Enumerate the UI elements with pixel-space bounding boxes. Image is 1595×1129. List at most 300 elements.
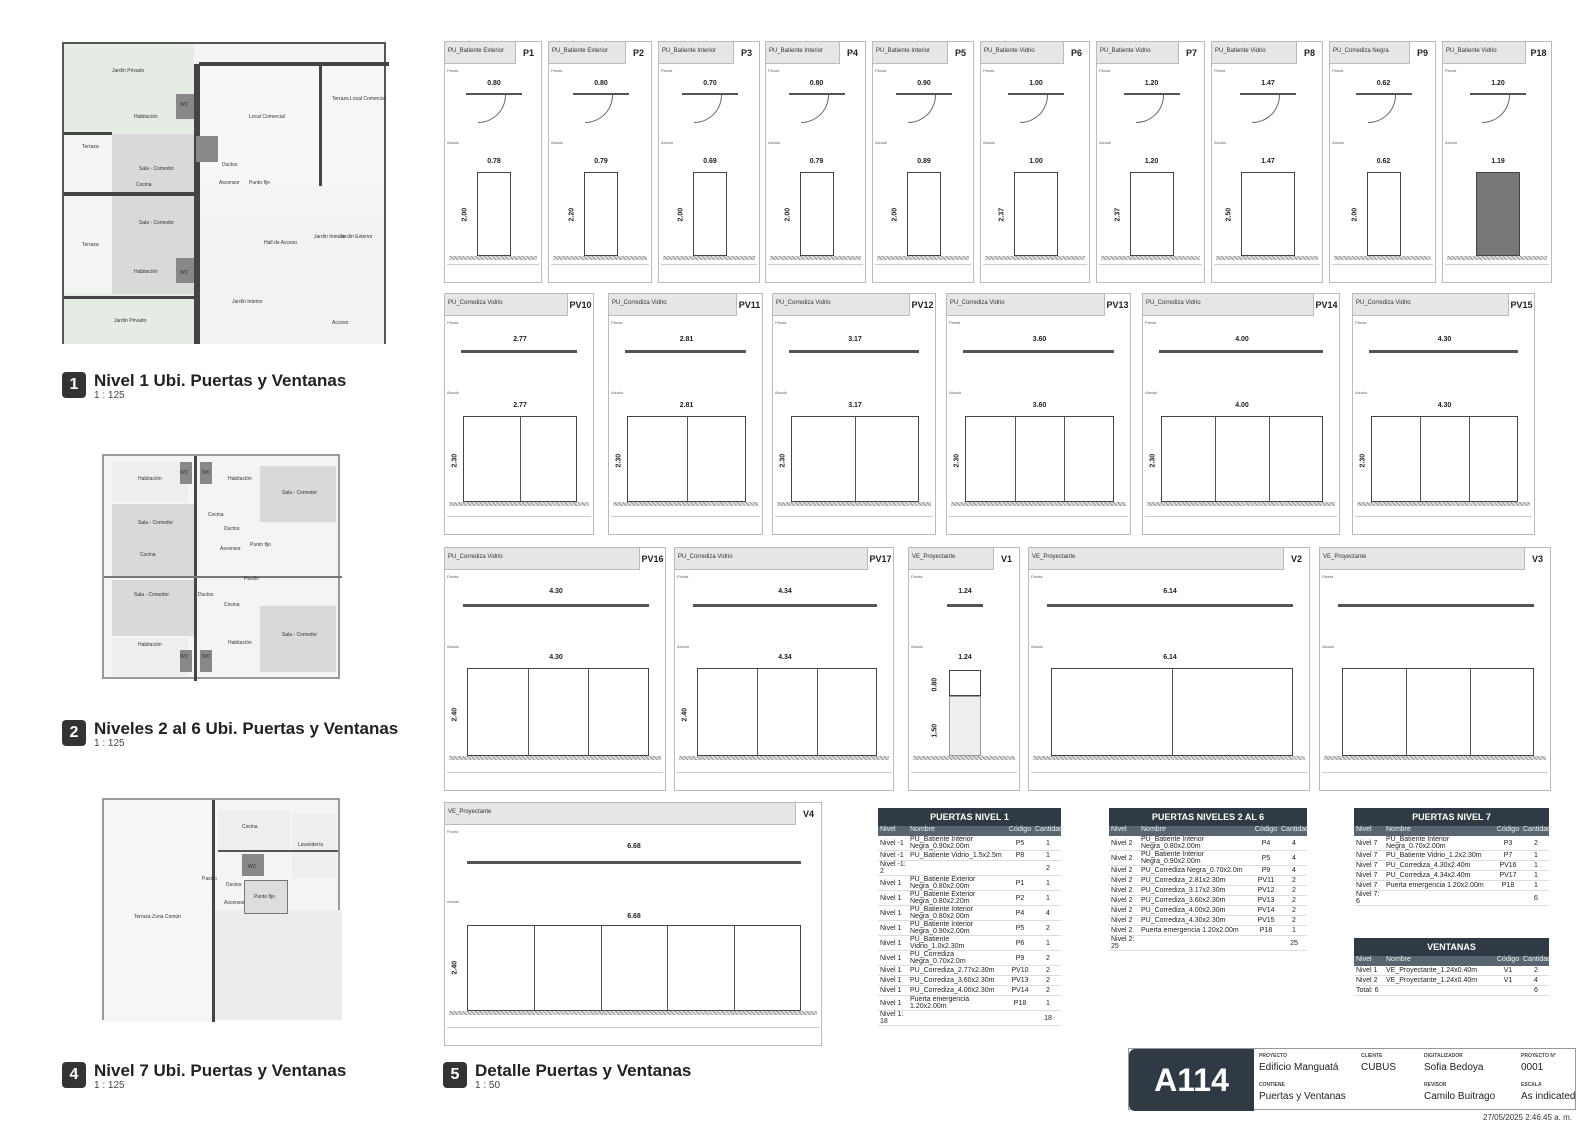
floor-hatch — [449, 756, 661, 760]
view-title-4 — [62, 1062, 346, 1091]
section-label: Alzado — [775, 390, 788, 395]
elevation-width: 2.81 — [679, 402, 694, 409]
column-header: Cantidad — [1035, 826, 1064, 833]
table-row — [878, 936, 1061, 951]
spec-notes — [1031, 772, 1307, 788]
table-row — [1109, 896, 1307, 906]
section-label: Planta — [1355, 320, 1367, 325]
section-label: Planta — [1332, 68, 1344, 73]
table-cell: PV12 — [1257, 887, 1275, 894]
table-row — [1354, 836, 1549, 851]
table-cell: Nivel 2 — [1111, 887, 1133, 894]
item-code: V4 — [795, 803, 821, 825]
schedule-title: VENTANAS — [1354, 938, 1549, 956]
elevation-width: 4.00 — [1235, 402, 1249, 409]
door-elevation — [1476, 172, 1520, 256]
table-row — [878, 861, 1061, 876]
spec-notes — [983, 264, 1087, 280]
pane-divider — [528, 669, 529, 755]
table-cell: 2 — [1534, 967, 1538, 974]
plan-label: WC — [180, 470, 189, 476]
door-card-p6 — [980, 41, 1090, 283]
pane-divider — [734, 926, 735, 1010]
plan-line — [463, 604, 649, 607]
slider-card-pv10 — [444, 293, 594, 535]
section-label: Planta — [1445, 68, 1457, 73]
section-label: Alzado — [661, 140, 674, 145]
item-code: PV17 — [867, 548, 893, 570]
table-cell: PU_Corrediza_2.81x2.30m — [1141, 877, 1226, 884]
table-cell: PU_Batiente Interior Negra_0.80x2.00m — [1141, 836, 1205, 850]
elevation-width: 4.30 — [1437, 402, 1452, 409]
table-cell: 2 — [1292, 877, 1296, 884]
section-label: Alzado — [447, 899, 460, 904]
elevation-width: 1.00 — [1029, 158, 1043, 165]
section-label: Planta — [1031, 574, 1043, 579]
floor-hatch — [449, 256, 537, 260]
pane-divider — [534, 926, 535, 1010]
floor-hatch — [1033, 756, 1305, 760]
slider-card-pv13 — [946, 293, 1131, 535]
plan-label: Ductos — [226, 882, 242, 888]
item-name: VE_Proyectante — [912, 554, 956, 560]
elevation-height: 2.50 — [1225, 207, 1233, 222]
plan-label: Cocina — [242, 824, 258, 830]
elevation-height: 2.30 — [451, 453, 459, 468]
spec-notes — [447, 516, 591, 532]
table-cell: Nivel 1 — [880, 909, 902, 917]
table-cell: P4 — [1261, 839, 1271, 847]
plan-label: Terraza Local Comercial — [332, 96, 386, 102]
table-cell: PU_Batiente Interior Negra_0.90x2.00m — [910, 921, 974, 935]
table-cell: PV14 — [1011, 987, 1029, 994]
table-cell: 1 — [1046, 999, 1050, 1007]
table-cell: 1 — [1046, 839, 1050, 847]
plan-label: Jardín Interior — [314, 234, 345, 240]
plan-line — [1159, 350, 1323, 353]
table-cell: PU_Batiente Interior Negra_0.70x2.00m — [1386, 836, 1450, 850]
table-cell: P2 — [1015, 894, 1025, 902]
table-cell: 6 — [1534, 987, 1538, 994]
elevation-width: 3.60 — [1032, 402, 1047, 409]
section-label: Alzado — [447, 140, 460, 145]
column-header: Nombre — [910, 826, 935, 833]
table-cell: Nivel 1 — [880, 977, 902, 984]
plan-label: Hall de Acceso — [264, 240, 298, 246]
table-cell: PV11 — [1257, 877, 1275, 884]
window-elevation — [467, 925, 801, 1011]
spec-notes — [1214, 264, 1320, 280]
item-code: PV10 — [567, 294, 593, 316]
floor-hatch — [679, 756, 889, 760]
plan-label: Cocina — [224, 602, 240, 608]
item-card-v4 — [444, 802, 822, 1046]
plan-label: Sala - Comedor — [134, 592, 170, 598]
table-row — [878, 836, 1061, 851]
table-cell: Nivel 2 — [1111, 854, 1133, 862]
view-title: Nivel 1 Ubi. Puertas y Ventanas — [94, 371, 347, 390]
view-title-1 — [62, 372, 346, 401]
plan-label: WC — [202, 470, 211, 476]
spec-notes — [1355, 516, 1532, 532]
spec-notes — [447, 1027, 819, 1043]
plan-label: Habitación — [138, 476, 162, 482]
field-caption: ESCALA — [1521, 1082, 1542, 1088]
elevation-height: 2.37 — [1114, 207, 1121, 222]
section-label: Planta — [983, 68, 995, 73]
table-cell: Nivel 1 — [880, 999, 902, 1007]
table-row — [878, 851, 1061, 861]
plan-width: 4.34 — [778, 588, 792, 595]
section-label: Planta — [1214, 68, 1226, 73]
item-code: V2 — [1283, 548, 1309, 570]
door-card-p3 — [658, 41, 760, 283]
plan-label: Sala - Comedor — [138, 520, 174, 526]
view-scale: 1 : 125 — [94, 1080, 125, 1091]
table-cell: Nivel 2 — [1111, 907, 1133, 914]
print-date: 27/05/2025 2:46:45 a. m. — [1483, 1113, 1572, 1122]
plan-label: Cocina — [140, 552, 156, 558]
plan-label: Terraza — [82, 144, 99, 150]
section-label: Alzado — [447, 390, 460, 395]
spec-notes — [1322, 772, 1548, 788]
plan-width: 0.80 — [594, 80, 608, 87]
floor-hatch — [1147, 502, 1335, 506]
elevation-width: 0.69 — [703, 158, 717, 165]
slider-card-pv11 — [608, 293, 763, 535]
field-caption: DIGITALIZADOR — [1424, 1053, 1463, 1059]
table-cell: PU_Batiente Exterior Negra_0.80x2.20m — [910, 891, 976, 905]
table-cell: PV14 — [1257, 907, 1275, 914]
plan-label: Ductos — [222, 162, 238, 168]
item-code: P5 — [947, 42, 973, 64]
section-label: Alzado — [1214, 140, 1227, 145]
door-swing-arc — [585, 95, 613, 123]
section-label: Planta — [949, 320, 961, 325]
item-name: PU_Batiente Vidrio — [1215, 48, 1266, 54]
section-label: Planta — [1145, 320, 1157, 325]
plan-label: Sala - Comedor — [139, 166, 175, 172]
table-cell: 2 — [1046, 987, 1050, 994]
plan-width: 6.14 — [1163, 588, 1177, 595]
plan-line — [625, 350, 746, 353]
client-name: CUBUS — [1361, 1062, 1397, 1073]
elevation-height: 2.30 — [779, 453, 787, 468]
item-code: PV16 — [639, 548, 665, 570]
table-row — [1354, 881, 1549, 891]
plan-label: Habitación — [228, 640, 252, 646]
item-name: PU_Corrediza Vidrio — [448, 554, 503, 560]
item-code: P4 — [839, 42, 865, 64]
column-header: Cantidad — [1523, 826, 1552, 833]
table-cell: Nivel -1: 2 — [880, 861, 906, 875]
elevation-height: 2.00 — [461, 207, 469, 222]
table-cell: 6 — [1534, 894, 1538, 902]
plan-line — [1047, 604, 1293, 607]
item-name: PU_Batiente Interior — [662, 48, 717, 54]
table-cell: PU_Corrediza_4.30x2.30m — [1141, 917, 1226, 924]
elevation-width: 0.79 — [809, 158, 824, 165]
reviewer-name: Camilo Buitrago — [1424, 1091, 1496, 1102]
floor-hatch — [985, 256, 1085, 260]
table-row — [878, 966, 1061, 976]
pane-divider — [1469, 417, 1470, 501]
table-cell: Puerta emergencia 1.20x2.00m — [1141, 927, 1239, 934]
item-card-v1 — [908, 547, 1020, 791]
plan-label: Habitación — [138, 642, 162, 648]
table-row — [878, 876, 1061, 891]
section-label: Alzado — [551, 140, 564, 145]
plan-width: 0.62 — [1376, 80, 1391, 87]
item-name: PU_Corrediza Vidrio — [448, 300, 503, 306]
table-cell: PU_Corrediza_3.60x2.30m — [1141, 897, 1226, 904]
item-name: PU_Corrediza Vidrio — [1356, 300, 1411, 306]
plan-width: 6.68 — [627, 843, 641, 850]
schedule-ventanas — [1354, 938, 1552, 996]
table-cell: 1 — [1534, 882, 1538, 889]
field-caption: CLIENTE — [1361, 1053, 1383, 1059]
table-cell: 25 — [1290, 939, 1298, 947]
pane-divider — [757, 669, 758, 755]
table-cell: 1 — [1046, 879, 1050, 887]
item-name: PU_Batiente Vidrio — [1100, 48, 1151, 54]
table-cell: PU_Batiente Interior Negra_0.90x2.00m — [910, 836, 974, 850]
slider-elevation — [463, 416, 577, 502]
spec-notes — [949, 516, 1128, 532]
table-cell: PU_Corrediza Negra_0.70x2.0m — [1141, 867, 1243, 874]
elevation-width: 4.30 — [549, 654, 563, 661]
floor-hatch — [877, 256, 969, 260]
pane-divider — [520, 417, 521, 501]
plan-line — [467, 861, 801, 864]
schedule-title: PUERTAS NIVELES 2 AL 6 — [1109, 808, 1307, 826]
section-label: Planta — [768, 68, 780, 73]
plan-label: WC — [180, 270, 189, 276]
floor-hatch — [613, 502, 758, 506]
table-cell: Nivel 1 — [1356, 967, 1378, 974]
floor-hatch — [663, 256, 755, 260]
table-row — [878, 891, 1061, 906]
elevation-width: 1.47 — [1261, 158, 1275, 165]
spec-notes — [447, 264, 539, 280]
table-cell: P5 — [1015, 924, 1025, 932]
table-row — [1109, 836, 1307, 851]
table-cell: 2 — [1046, 967, 1050, 974]
slider-elevation — [697, 668, 877, 756]
door-swing-arc — [1020, 95, 1048, 123]
plan-label: Punto fijo — [250, 542, 271, 548]
table-cell: PV15 — [1257, 917, 1275, 924]
table-cell: Nivel 2 — [1111, 897, 1133, 904]
item-code: P8 — [1296, 42, 1322, 64]
door-elevation — [693, 172, 727, 256]
section-label: Alzado — [677, 644, 690, 649]
table-row — [1109, 916, 1307, 926]
schedule-title: PUERTAS NIVEL 7 — [1354, 808, 1549, 826]
table-cell: Nivel 1 — [880, 954, 902, 962]
table-cell: PU_Batiente Exterior Negra_0.80x2.00m — [910, 876, 976, 890]
item-name: PU_Batiente Interior — [876, 48, 931, 54]
table-cell: PU_Corrediza_4.00x2.30m — [1141, 907, 1226, 914]
door-card-p18 — [1442, 41, 1552, 283]
plan-width: 1.00 — [1029, 80, 1043, 87]
table-cell: Nivel 2 — [1356, 977, 1378, 984]
item-code: PV15 — [1508, 294, 1534, 316]
item-name: VE_Proyectante — [1032, 554, 1076, 560]
floor-hatch — [1334, 256, 1431, 260]
table-row — [1109, 866, 1307, 876]
table-cell: PU_Batiente Interior Negra_0.90x2.00m — [1141, 851, 1205, 865]
schedule-header — [1109, 826, 1310, 836]
schedule-puertas-nivel-1 — [878, 808, 1064, 1026]
table-cell: Nivel 2 — [1111, 927, 1133, 934]
column-header: Nombre — [1141, 826, 1166, 833]
plan-label: WC — [180, 102, 189, 108]
table-cell: 2 — [1046, 924, 1050, 932]
plan-width: 0.80 — [809, 80, 824, 87]
table-cell: VE_Proyectante_1.24x0.40m — [1386, 967, 1478, 974]
item-name: PU_Batiente Exterior — [552, 48, 609, 54]
door-card-p5 — [872, 41, 974, 283]
section-label: Alzado — [1099, 140, 1112, 145]
plan-label: Acceso — [332, 320, 349, 326]
table-cell: PV13 — [1011, 977, 1029, 984]
item-name: PU_Batiente Exterior — [448, 48, 505, 54]
spec-notes — [775, 516, 933, 532]
plan-label: Pasillo — [244, 576, 259, 582]
plan-width: 2.77 — [513, 336, 527, 343]
slider-card-pv12 — [772, 293, 936, 535]
table-cell: Nivel 7 — [1356, 839, 1378, 847]
door-elevation — [584, 172, 618, 256]
plan-label: Sala - Comedor — [282, 632, 318, 638]
section-label: Planta — [447, 829, 459, 834]
item-code: P7 — [1178, 42, 1204, 64]
item-code: P9 — [1409, 42, 1435, 64]
item-name: PU_Corrediza Vidrio — [776, 300, 831, 306]
window-elevation — [949, 670, 981, 696]
plan-width: 1.20 — [1491, 80, 1505, 87]
elevation-height: 2.40 — [451, 960, 459, 975]
table-cell: P18 — [1501, 882, 1515, 889]
table-cell: P18 — [1259, 927, 1273, 934]
schedule-puertas-niveles-2-6 — [1109, 808, 1310, 951]
table-cell: P9 — [1015, 954, 1025, 962]
door-swing-arc — [1136, 95, 1164, 123]
elevation-height: 2.40 — [681, 707, 689, 722]
section-label: Planta — [447, 574, 459, 579]
column-header: Código — [1008, 826, 1032, 833]
section-label: Alzado — [1031, 644, 1044, 649]
pane-divider — [1420, 417, 1421, 501]
pane-divider — [1269, 417, 1270, 501]
plan-label: Jardín Exterior — [340, 234, 373, 240]
table-row — [1354, 986, 1549, 996]
table-cell: Nivel 7 — [1356, 852, 1378, 859]
door-swing-arc — [478, 95, 506, 123]
table-cell: Nivel -1 — [880, 839, 904, 847]
item-code: PV14 — [1313, 294, 1339, 316]
plan-label: Jardín Privado — [114, 318, 147, 324]
elevation-height: 2.40 — [451, 707, 459, 722]
table-cell: PU_Corrediza_2.77x2.30m — [910, 967, 995, 974]
table-cell: 1 — [1046, 894, 1050, 902]
plan-line — [1338, 604, 1534, 607]
table-row — [1109, 876, 1307, 886]
pane-divider — [1015, 417, 1016, 501]
item-card-pv17 — [674, 547, 894, 791]
pane-divider — [687, 417, 688, 501]
floor-hatch — [449, 502, 589, 506]
plan-label: Jardín Privado — [112, 68, 145, 74]
table-row — [878, 906, 1061, 921]
section-label: Alzado — [768, 140, 781, 145]
window-height: 0.80 — [931, 677, 939, 692]
floor-hatch — [951, 502, 1126, 506]
table-cell: 2 — [1046, 864, 1050, 872]
field-caption: REVISOR — [1424, 1082, 1447, 1088]
pane-divider — [1172, 669, 1173, 755]
floor-hatch — [770, 256, 861, 260]
plan-label: WC — [202, 654, 211, 660]
slider-elevation — [627, 416, 746, 502]
view-scale: 1 : 125 — [94, 390, 125, 401]
plan-width: 1.20 — [1144, 80, 1159, 87]
column-header: Cantidad — [1523, 956, 1552, 963]
table-cell: Nivel 7 — [1356, 882, 1378, 889]
plan-label: Terraza — [82, 242, 99, 248]
item-name: PU_Corrediza Negra — [1333, 48, 1389, 54]
table-cell: Nivel 1 — [880, 939, 902, 947]
plan-label: Sala - Comedor — [139, 220, 175, 226]
plan-label: WC — [248, 864, 257, 870]
floor-hatch — [449, 1011, 817, 1015]
column-header: Nombre — [1386, 826, 1411, 833]
view-number: 1 — [62, 372, 86, 398]
item-code: PV13 — [1104, 294, 1130, 316]
table-row — [1109, 906, 1307, 916]
table-cell: 2 — [1292, 917, 1296, 924]
door-card-p8 — [1211, 41, 1323, 283]
elevation-width: 0.78 — [487, 158, 501, 165]
table-cell: Nivel 1 — [880, 894, 902, 902]
plan-label: Lavandería — [298, 842, 324, 848]
plan-width: 1.47 — [1261, 80, 1275, 87]
section-label: Planta — [911, 574, 923, 579]
plan-width: 4.00 — [1235, 336, 1249, 343]
table-row — [878, 1011, 1061, 1026]
table-cell: VE_Proyectante_1.24x0.40m — [1386, 977, 1478, 984]
table-cell: PV10 — [1011, 967, 1029, 974]
column-header: Código — [1254, 826, 1278, 833]
item-name: VE_Proyectante — [448, 809, 492, 815]
table-cell: V1 — [1503, 977, 1513, 984]
elevation-width: 0.89 — [917, 158, 931, 165]
elevation-height: 2.30 — [1359, 453, 1367, 468]
slider-elevation — [965, 416, 1114, 502]
plan-label: Terraza Zona Común — [134, 914, 181, 920]
column-header: Nombre — [1386, 956, 1411, 963]
table-cell: P7 — [1503, 852, 1513, 859]
plan-line — [963, 350, 1114, 353]
slider-elevation — [467, 668, 649, 756]
section-label: Alzado — [1355, 390, 1368, 395]
floor-hatch — [913, 756, 1015, 760]
section-label: Alzado — [1322, 644, 1335, 649]
table-cell: Nivel -1 — [880, 852, 904, 859]
elevation-height: 2.20 — [568, 207, 576, 222]
section-label: Alzado — [911, 644, 924, 649]
